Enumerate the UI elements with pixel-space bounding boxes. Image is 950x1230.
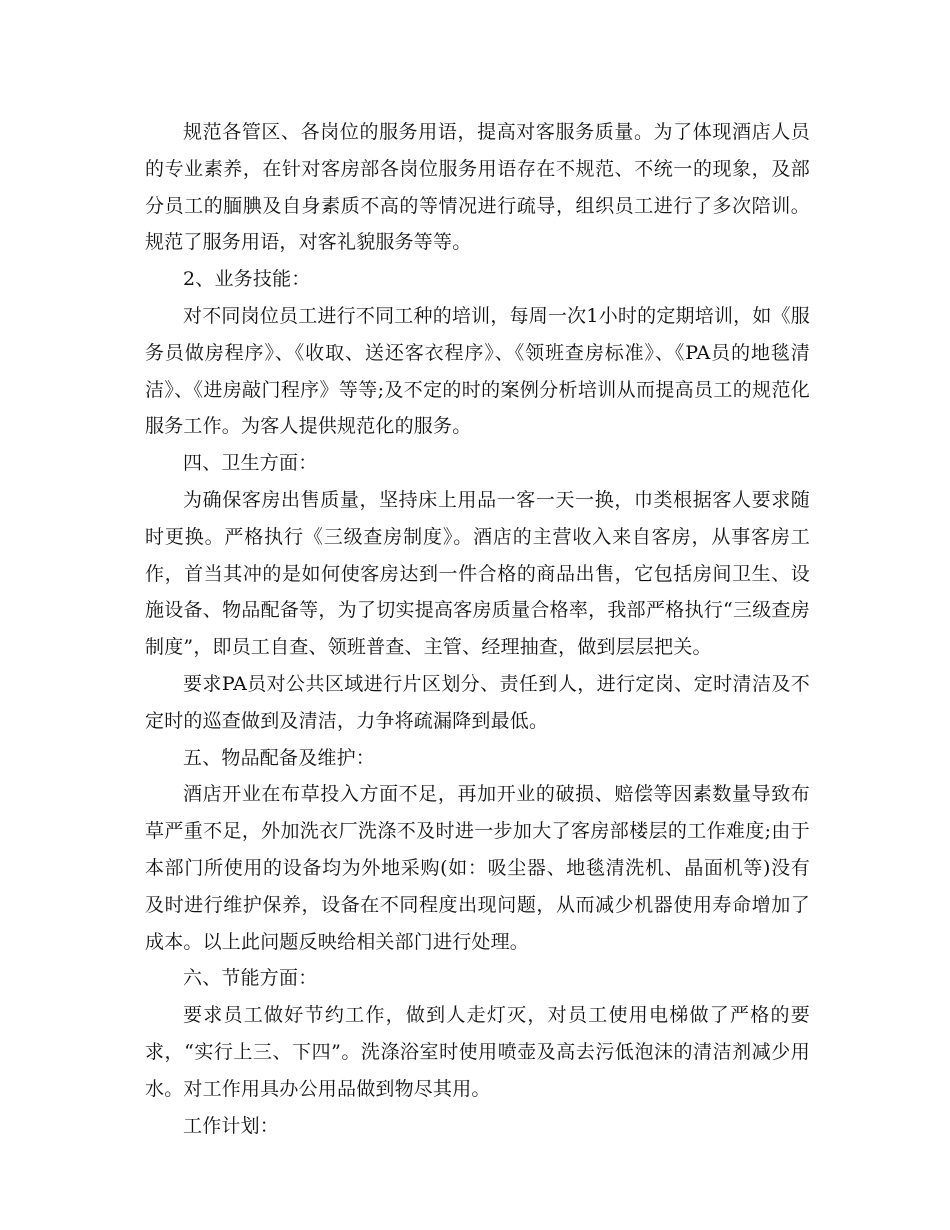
- paragraph-public-area: 要求PA员对公共区域进行片区划分、责任到人，进行定岗、定时清洁及不定时的巡查做到及清洁，力争将疏漏降到最低。: [145, 672, 810, 732]
- paragraph-room-quality: 为确保客房出售质量，坚持床上用品一客一天一换，巾类根据客人要求随时更换。严格执行《三级查房制度》。酒店的主营收入来自客房，从事客房工作，首当其冲的是如何使客房达到一件合格的商品出售，它包括房间卫生、设施设备、物品配备等，为了切实提高客房质量合格率，我部严格执行“三级查房制度”，即员工自查、领班普查、主管、经理抽查，做到层层把关。: [145, 488, 810, 659]
- heading-supplies-maintenance: 五、物品配备及维护：: [183, 746, 376, 769]
- paragraph-training: 对不同岗位员工进行不同工种的培训，每周一次1小时的定期培训，如《服务员做房程序》、《收取、送还客衣程序》、《领班查房标准》、《PA员的地毯清洁》、《进房敲门程序》等等;及不定的时的案例分析培训从而提高员工的规范化服务工作。为客人提供规范化的服务。: [145, 304, 810, 438]
- heading-energy-saving: 六、节能方面：: [183, 967, 318, 990]
- paragraph-linen-equipment: 酒店开业在布草投入方面不足，再加开业的破损、赔偿等因素数量导致布草严重不足，外加洗衣厂洗涤不及时进一步加大了客房部楼层的工作难度;由于本部门所使用的设备均为外地采购(如：吸尘器、地毯清洗机、晶面机等)没有及时进行维护保养，设备在不同程度出现问题，从而减少机器使用寿命增加了成本。以上此问题反映给相关部门进行处理。: [145, 783, 810, 953]
- paragraph-service-language: 规范各管区、各岗位的服务用语，提高对客服务质量。为了体现酒店人员的专业素养，在针对客房部各岗位服务用语存在不规范、不统一的现象，及部分员工的腼腆及自身素质不高的等情况进行疏导，组织员工进行了多次陪训。规范了服务用语，对客礼貌服务等等。: [145, 121, 810, 254]
- paragraph-energy-measures: 要求员工做好节约工作，做到人走灯灭，对员工使用电梯做了严格的要求，“实行上三、下四”。洗涤浴室时使用喷壶及高去污低泡沫的清洁剂减少用水。对工作用具办公用品做到物尽其用。: [145, 1004, 810, 1100]
- heading-hygiene: 四、卫生方面：: [183, 452, 318, 475]
- document-body: [145, 114, 810, 1144]
- heading-work-plan: 工作计划：: [183, 1114, 280, 1137]
- heading-business-skills: 2、业务技能：: [183, 268, 311, 291]
